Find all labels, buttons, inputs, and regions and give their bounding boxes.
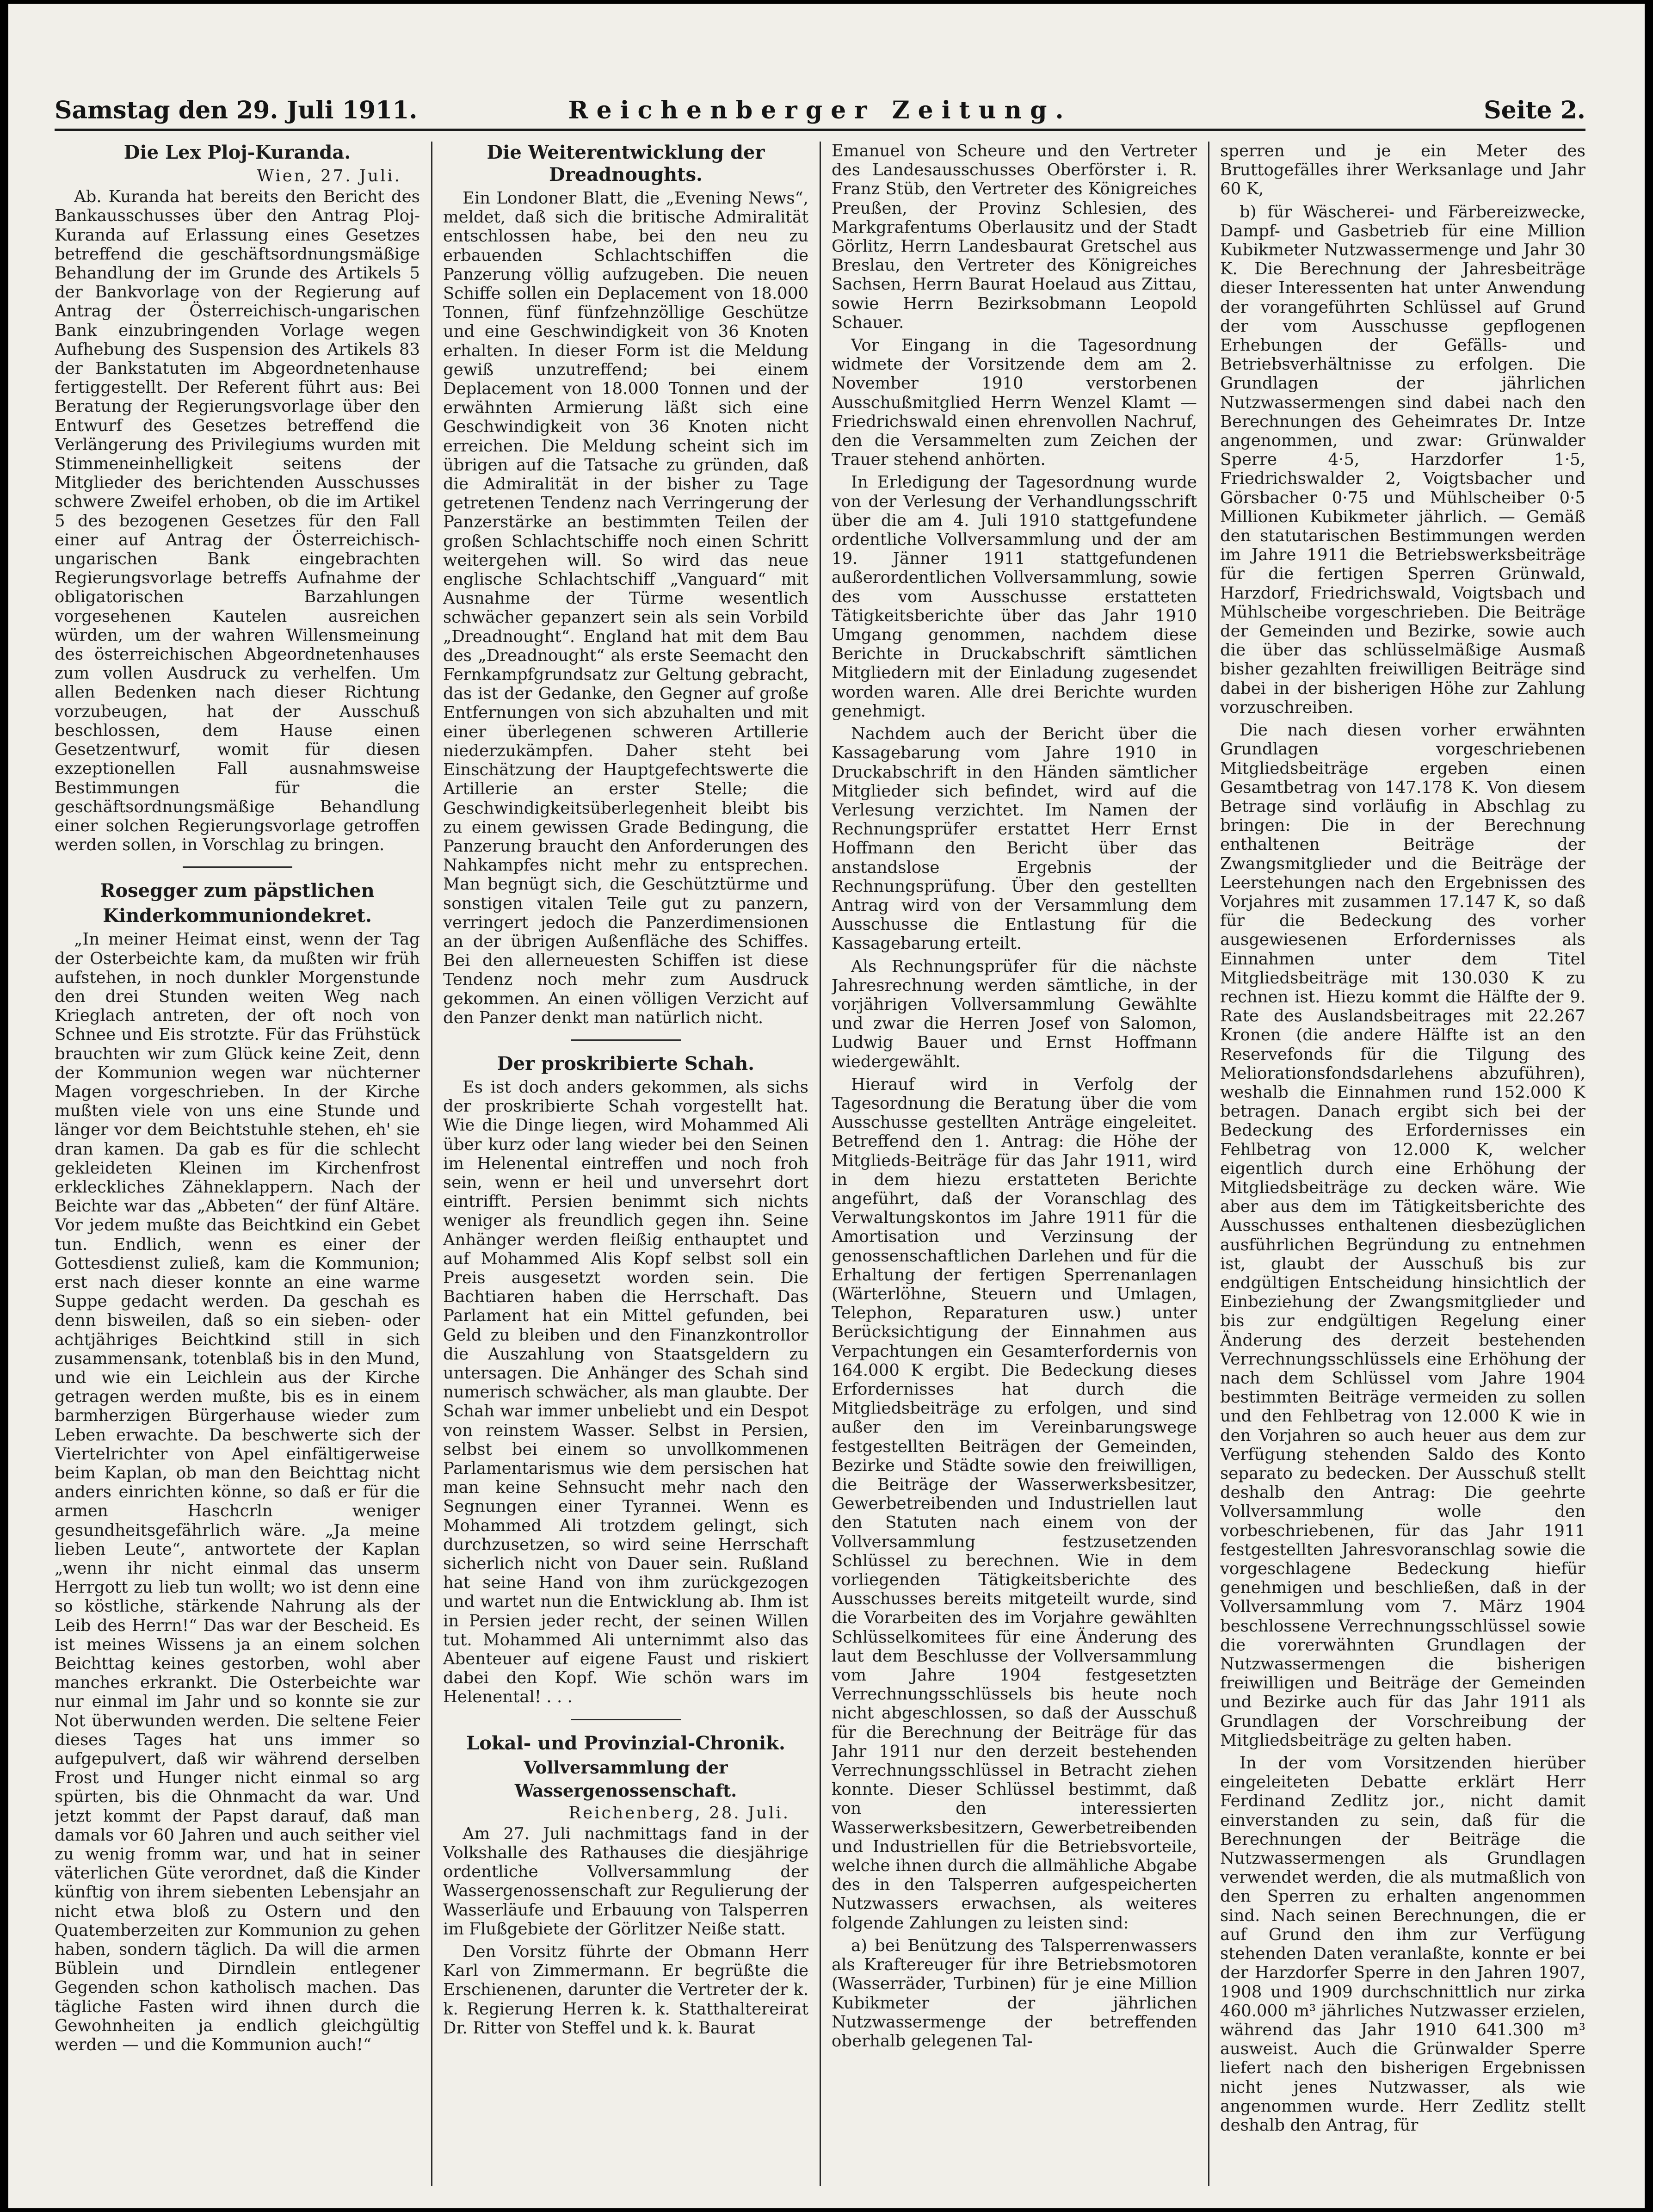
article-title-rosegger-line-2: Kinderkommuniondekret. [103, 905, 372, 927]
article-paragraph: Ein Londoner Blatt, die „Evening News“, meldet, daß sich die britische Admiralität entschlossen habe, bei den neu zu erbauenden Schlachtschiffen die Panzerung völlig aufzugeben. Die neuen Schiffe sollen ein Deplacement von 18.000 Tonnen, fünf fünfzehnzöllige Geschütze und eine Geschwindigkeit von 36 Knoten erhalten. In dieser Form ist die Meldung gewiß unzutreffend; bei einem Deplacement von 18.000 Tonnen und der erwähnten Armierung läßt sich eine Geschwindigkeit von 36 Knoten nicht erreichen. Die Meldung scheint sich im übrigen auf die Tatsache zu gründen, daß die Admiralität in der bisher zu Tage getretenen Tendenz nach Verringerung der Panzerstärke an bestimmten Teilen der großen Schlachtschiffe noch einen Schritt weitergehen will. So wird das neue englische Schlachtschiff „Vanguard“ mit Ausnahme der Türme wesentlich schwächer gepanzert sein als sein Vorbild „Dreadnought“. England hat mit dem Bau des „Dreadnought“ als erste Seemacht den Fernkampfgrundsatz zur Geltung gebracht, das ist der Gedanke, den Gegner auf große Entfernungen von sich abzuhalten und mit einer überlegenen schweren Artillerie niederzukämpfen. Daher steht bei Einschätzung der Hauptgefechtswerte die Artillerie an erster Stelle; die Geschwindigkeitsüberlegenheit bleibt bis zu einem gewissen Grade Bedingung, die Panzerung braucht den Anforderungen des Nahkampfes nicht mehr zu entsprechen. Man begnügt sich, die Geschütztürme und sonstigen vitalen Teile gut zu panzern, verringert jedoch die Panzerdimensionen an der übrigen Außenfläche des Schiffes. Bei den allerneuesten Schiffen ist diese Tendenz noch mehr zum Ausdruck gekommen. An einen völligen Verzicht auf den Panzer denkt man natürlich nicht. [443, 189, 808, 1027]
article-divider [183, 866, 292, 868]
column-4 [1220, 142, 1585, 2186]
column-rule [1208, 142, 1209, 2186]
article-title-lex-ploj-kuranda: Die Lex Ploj-Kuranda. [123, 142, 351, 163]
article-dateline: Wien, 27. Juli. [257, 167, 401, 185]
article-paragraph: Hierauf wird in Verfolg der Tagesordnung die Beratung über die vom Ausschusse gestellten Anträge eingeleitet. Betreffend den 1. Antrag: die Höhe der Mitglieds-Beiträge für das Jahr 1911, wird in dem hiezu erstatteten Berichte angeführt, daß der Voranschlag des Verwaltungskontos im Jahre 1911 für die Amortisation und Verzinsung der genossenschaftlichen Darlehen und für die Erhaltung der fertigen Sperrenanlagen (Wärterlöhne, Steuern und Umlagen, Telephon, Reparaturen usw.) unter Berücksichtigung der Einnahmen aus Verpachtungen ein Gesamterfordernis von 164.000 K ergibt. Die Bedeckung dieses Erfordernisses hat durch die Mitgliedsbeiträge zu erfolgen, und sind außer den im Vereinbarungswege festgestellten Beiträgen der Gemeinden, Bezirke und Städte sowie den freiwilligen, die Beiträge der Wasserwerksbesitzer, Gewerbetreibenden und Industriellen laut den Statuten nach einem von der Vollversammlung festzusetzenden Schlüssel zu berechnen. Wie in dem vorliegenden Tätigkeitsberichte des Ausschusses bereits mitgeteilt wurde, sind die Vorarbeiten des im Vorjahre gewählten Schlüsselkomitees für eine Änderung des laut dem Beschlusse der Vollversammlung vom Jahre 1904 festgesetzten Verrechnungsschlüssels bis heute noch nicht abgeschlossen, so daß der Ausschuß für die Berechnung der Beiträge für das Jahr 1911 nur den derzeit bestehenden Verrechnungsschlüssel in Betracht ziehen konnte. Dieser Schlüssel bestimmt, daß von den interessierten Wasserwerksbesitzern, Gewerbetreibenden und Industriellen für die Betriebsvorteile, welche ihnen durch die allmähliche Abgabe des in den Talsperren aufgespeicherten Nutzwassers erwachsen, als weiteres folgende Zahlungen zu leisten sind: [832, 1075, 1197, 1933]
page-body [55, 73, 1585, 2196]
column-2 [443, 142, 808, 2186]
masthead [55, 87, 1585, 131]
article-paragraph: „In meiner Heimat einst, wenn der Tag der Osterbeichte kam, da mußten wir früh aufstehen, in noch dunkler Morgenstunde den drei Stunden weiten Weg nach Krieglach antreten, der oft noch von Schnee und Eis strotzte. Für das Frühstück brauchten wir zum Glück keine Zeit, denn der Kommunion wegen war nüchterner Magen vorgeschrieben. In der Kirche mußten viele von uns eine Stunde und länger vor dem Beichtstuhle stehen, eh' sie dran kamen. Da gab es für die schlecht gekleideten Kleinen im Kirchenfrost erkleckliches Zähneklappern. Nach der Beichte war das „Abbeten“ der fünf Altäre. Vor jedem mußte das Beichtkind ein Gebet tun. Endlich, wenn es einer der Gottesdienst zuließ, kam die Kommunion; erst nach dieser konnte an eine warme Suppe gedacht werden. Da geschah es denn bisweilen, daß so ein sieben- oder achtjähriges Beichtkind still in sich zusammensank, totenblaß bis in den Mund, und wie ein Leichlein aus der Kirche getragen werden mußte, bis es in einem barmherzigen Bürgerhause wieder zum Leben erwachte. Da beschwerte sich der Viertelrichter von Apel einfältigerweise beim Kaplan, ob man den Beichttag nicht anders einrichten könne, so daß er für die armen Haschcrln weniger gesundheitsgefährlich wäre. „Ja meine lieben Leute“, antwortete der Kaplan „wenn ihr nicht einmal das unserm Herrgott zu lieb tun wollt; wo ist denn eine so köstliche, stärkende Nahrung als der Leib des Herrn!“ Das war der Bescheid. Es ist meines Wissens ja an einem solchen Beichttag keines gestorben, wohl aber manches erkrankt. Die Osterbeichte war nur einmal im Jahr und so konnte sie zur Not überwunden werden. Die seltene Feier dieses Tages hat uns immer so aufgepulvert, daß wir während derselben Frost und Hunger nicht einmal so arg spürten, bis die Ohnmacht da war. Und jetzt kommt der Papst darauf, daß man damals vor 60 Jahren und auch seither viel zu wenig fromm war, und hat in seiner väterlichen Güte verordnet, daß die Kinder künftig von ihrem siebenten Lebensjahr an nicht etwa bloß zu Ostern und den Quatemberzeiten zur Kommunion zu gehen haben, sondern täglich. Da will die armen Büblein und Dirndlein entlegener Gegenden schon katholisch machen. Das tägliche Fasten wird ihnen durch die Gewohnheiten ja endlich gleichgültig werden — und die Kommunion auch!“ [55, 930, 420, 2055]
article-subtitle-line-1: Vollversammlung der [524, 1757, 728, 1778]
article-paragraph: In der vom Vorsitzenden hierüber eingeleiteten Debatte erklärt Herr Ferdinand Zedlitz jor., nicht damit einverstanden zu sein, daß für die Berechnungen der Beiträge die Nutzwassermengen als Grundlagen verwendet werden, die als mutmaßlich von den Sperren zu erhalten angenommen sind. Nach seinen Berechnungen, die er auf Grund den ihm zur Verfügung stehenden Daten veranlaßte, konnte er bei der Harzdorfer Sperre in den Jahren 1907, 1908 und 1909 durchschnittlich nur zirka 460.000 m³ jährliches Nutzwasser erzielen, während das Jahr 1910 641.300 m³ ausweist. Auch die Grünwalder Sperre liefert nach den bisherigen Ergebnissen nicht jenes Nutzwasser, als wie angenommen wurde. Herr Zedlitz stellt deshalb den Antrag, für [1220, 1754, 1585, 2135]
masthead-title: Reichenberger Zeitung. [568, 96, 1072, 124]
article-dateline: Reichenberg, 28. Juli. [568, 1803, 790, 1823]
article-paragraph: Vor Eingang in die Tagesordnung widmete der Vorsitzende dem am 2. November 1910 verstorbenen Ausschußmitglied Herrn Wenzel Klamt — Friedrichswald einen ehrenvollen Nachruf, den die Versammelten zum Zeichen der Trauer stehend anhörten. [832, 336, 1197, 470]
article-subtitle-line-2: Wassergenossenschaft. [514, 1780, 737, 1801]
section-title-lokal-chronik: Lokal- und Provinzial-Chronik. [466, 1732, 785, 1754]
article-paragraph: Emanuel von Scheure und den Vertreter des Landesausschusses Oberförster i. R. Franz Stüb, den Vertreter des Königreiches Preußen, der Provinz Schlesien, des Markgrafentums Oberlausitz und der Stadt Görlitz, Herrn Landesbaurat Gretschel aus Breslau, den Vertreter des Königreiches Sachsen, Herrn Baurat Hoelaud aus Zittau, sowie Herrn Bezirksobmann Leopold Schauer. [832, 142, 1197, 332]
article-paragraph: Den Vorsitz führte der Obmann Herr Karl von Zimmermann. Er begrüßte die Erschienenen, darunter die Vertreter der k. k. Regierung Herren k. k. Statthaltereirat Dr. Ritter von Steffel und k. k. Baurat [443, 1942, 808, 2038]
masthead-page-number: Seite 2. [1484, 96, 1585, 124]
article-paragraph: Als Rechnungsprüfer für die nächste Jahresrechnung werden sämtliche, in der vorjährigen Vollversammlung Gewählte und zwar die Herren Josef von Salomon, Ludwig Bauer und Ernst Hoffmann wiedergewählt. [832, 957, 1197, 1071]
article-paragraph: a) bei Benützung des Talsperrenwassers als Kraftereuger für ihre Betriebsmotoren (Wasserräder, Turbinen) für je eine Million Kubikmeter der jährlichen Nutzwassermenge der betreffenden oberhalb gelegenen Tal- [832, 1936, 1197, 2051]
column-rule [820, 142, 821, 2186]
column-1 [55, 142, 420, 2186]
column-3 [832, 142, 1197, 2186]
article-paragraph: Es ist doch anders gekommen, als sichs der proskribierte Schah vorgestellt hat. Wie die Dinge liegen, wird Mohammed Ali über kurz oder lang wieder bei den Seinen im Helenental eintreffen und noch froh sein, wenn er heil und unversehrt dort eintrifft. Persien benimmt sich nichts weniger als freundlich gegen ihn. Seine Anhänger werden fleißig enthauptet und auf Mohammed Alis Kopf selbst soll ein Preis ausgesetzt worden sein. Die Bachtiaren haben die Herrschaft. Das Parlament hat ein Mittel gefunden, bei Geld zu bleiben und den Finanzkontrollor die Auszahlung von Staatsgeldern zu untersagen. Die Anhänger des Schah sind numerisch schwächer, als man glaubte. Der Schah war immer unbeliebt und ein Despot von reinstem Wasser. Selbst in Persien, selbst bei einem so unvollkommenen Parlamentarismus wie dem persischen hat man keine Sehnsucht mehr nach den Segnungen einer Tyrannei. Wenn es Mohammed Ali trotzdem gelingt, sich durchzusetzen, so wird seine Herrschaft sicherlich nicht von Dauer sein. Rußland hat seine Hand von ihm zurückgezogen und wartet nun die Entwicklung ab. Ihm ist in Persien jeder recht, der seinen Willen tut. Mohammed Ali unternimmt also das Abenteuer auf eigene Faust und riskiert dabei den Kopf. Wie schön wars im Helenental! . . . [443, 1077, 808, 1707]
article-paragraph: Die nach diesen vorher erwähnten Grundlagen vorgeschriebenen Mitgliedsbeiträge ergeben einen Gesamtbetrag von 147.178 K. Von diesem Betrage sind vorläufig in Abschlag zu bringen: Die in der Berechnung enthaltenen Beiträge der Zwangsmitglieder und die Beiträge der Leerstehungen nach den Ergebnissen des Vorjahres mit zusammen 17.147 K, so daß für die Bedeckung des vorher ausgewiesenen Erfordernisses als Einnahmen unter dem Titel Mitgliedsbeiträge mit 130.030 K zu rechnen ist. Hiezu kommt die Hälfte der 9. Rate des Auslandsbeitrages mit 22.267 Kronen (die andere Hälfte ist an den Reservefonds für die Tilgung des Meliorationsfondsdarlehens abzuführen), weshalb die Einnahmen rund 152.000 K betragen. Danach ergibt sich bei der Bedeckung des Erfordernisses ein Fehlbetrag von 12.000 K, welcher eigentlich durch eine Erhöhung der Mitgliedsbeiträge zu decken wäre. Wie aber aus dem im Tätigkeitsberichte des Ausschusses enthaltenen diesbezüglichen ausführlichen Begründung zu entnehmen ist, glaubt der Ausschuß bis zur endgültigen Entscheidung hinsichtlich der Einbeziehung der Zwangsmitglieder und bis zur endgültigen Regelung einer Änderung des derzeit bestehenden Verrechnungsschlüssels eine Erhöhung der nach dem Schlüssel vom Jahre 1904 bestimmten Beiträge vermeiden zu sollen und den Fehlbetrag von 12.000 K wie in den Vorjahren so auch heuer aus dem zur Verfügung stehenden Saldo des Konto separato zu bedecken. Der Ausschuß stellt deshalb den Antrag: Die geehrte Vollversammlung wolle den vorbeschriebenen, für das Jahr 1911 festgestellten Jahresvoranschlag sowie die vorgeschlagene Bedeckung hiefür genehmigen und beschließen, daß in der Vollversammlung vom 7. März 1904 beschlossene Verrechnungsschlüssel sowie die vorerwähnten Grundlagen der Nutzwassermengen die bisherigen freiwilligen und Beiträge der Gemeinden und Bezirke auch für das Jahr 1911 als Grundlagen der Vorschreibung der Mitgliedsbeiträge zu gelten haben. [1220, 721, 1585, 1750]
article-divider [571, 1039, 681, 1041]
article-divider [571, 1719, 681, 1720]
article-paragraph: b) für Wäscherei- und Färbereizwecke, Dampf- und Gasbetrieb für eine Million Kubikmeter Nutzwassermenge und Jahr 30 K. Die Berechnung der Jahresbeiträge dieser Interessenten hat unter Anwendung der vorangeführten Schlüssel auf Grund der vom Ausschusse gepflogenen Erhebungen der Gefälls- und Betriebsverhältnisse zu erfolgen. Die Grundlagen der jährlichen Nutzwassermengen sind dabei nach den Berechnungen des Geheimrates Dr. Intze angenommen, und zwar: Grünwalder Sperre 4·5, Harzdorfer 1·5, Friedrichswalder 2, Voigtsbacher und Görsbacher 0·75 und Mühlscheiber 0·5 Millionen Kubikmeter jährlich. — Gemäß den statutarischen Bestimmungen werden im Jahre 1911 die Betriebswerksbeiträge für die fertigen Sperren Grünwald, Harzdorf, Friedrichswald, Voigtsbach und Mühlscheibe vorgeschrieben. Die Beiträge der Gemeinden und Bezirke, sowie auch die über das schlüsselmäßige Ausmaß bisher gezahlten freiwilligen Beiträge sind dabei in der bisherigen Höhe zur Zahlung vorzuschreiben. [1220, 202, 1585, 717]
article-paragraph: Ab. Kuranda hat bereits den Bericht des Bankausschusses über den Antrag Ploj-Kuranda auf Erlassung eines Gesetzes betreffend die geschäftsordnungsmäßige Behandlung der im Grunde des Artikels 5 der Bankvorlage von der Regierung auf Antrag der Österreichisch-ungarischen Bank einzubringenden Vorlage wegen Aufhebung des Suspension des Artikels 83 der Bankstatuten im Abgeordnetenhause fertiggestellt. Der Referent führt aus: Bei Beratung der Regierungsvorlage über den Entwurf des Gesetzes betreffend die Verlängerung des Privilegiums wurden mit Stimmeneinhelligkeit seitens der Mitglieder des berichtenden Ausschusses schwere Zweifel erhoben, ob die im Artikel 5 des bezogenen Gesetzes für den Fall einer auf Antrag der Österreichisch-ungarischen Bank eingebrachten Regierungsvorlage betreffs Aufnahme der obligatorischen Barzahlungen vorgesehenen Kautelen ausreichen würden, um der wahren Willensmeinung des österreichischen Abgeordnetenhauses zum vollen Ausdruck zu verhelfen. Um allen Bedenken nach dieser Richtung vorzubeugen, hat der Ausschuß beschlossen, dem Hause einen Gesetzentwurf, womit für diesen exzeptionellen Fall ausnahmsweise Bestimmungen für die geschäftsordnungsmäßige Behandlung einer solchen Regierungsvorlage getroffen werden sollen, in Vorschlag zu bringen. [55, 187, 420, 855]
article-paragraph: Nachdem auch der Bericht über die Kassagebarung vom Jahre 1910 in Druckabschrift in den Händen sämtlicher Mitglieder sich befindet, wird auf die Verlesung verzichtet. Im Namen der Rechnungsprüfer erstattet Herr Ernst Hoffmann den Bericht über das anstandslose Ergebnis der Rechnungsprüfung. Über den gestellten Antrag wird von der Versammlung dem Ausschusse die Entlastung für die Kassagebarung erteilt. [832, 724, 1197, 953]
masthead-date: Samstag den 29. Juli 1911. [55, 96, 418, 124]
article-paragraph: In Erledigung der Tagesordnung wurde von der Verlesung der Verhandlungsschrift über die am 4. Juli 1910 stattgefundene ordentliche Vollversammlung und der am 19. Jänner 1911 stattgefundenen außerordentlichen Vollversammlung, sowie des vom Ausschusse erstatteten Tätigkeitsberichte über das Jahr 1910 Umgang genommen, nachdem diese Berichte in Druckabschrift sämtlichen Mitgliedern mit der Einladung zugesendet worden waren. Alle drei Berichte wurden genehmigt. [832, 473, 1197, 721]
article-title-rosegger-line-1: Rosegger zum päpstlichen [100, 880, 375, 902]
column-rule [431, 142, 432, 2186]
article-title-schah: Der proskribierte Schah. [497, 1052, 755, 1075]
article-paragraph: sperren und je ein Meter des Bruttogefälles ihrer Werksanlage und Jahr 60 K, [1220, 142, 1585, 199]
article-paragraph: Am 27. Juli nachmittags fand in der Volkshalle des Rathauses die diesjährige ordentliche Vollversammlung der Wassergenossenschaft zur Regulierung der Wasserläufe und Erbauung von Talsperren im Flußgebiete der Görlitzer Neiße statt. [443, 1824, 808, 1939]
newspaper-page [8, 4, 1645, 2208]
article-title-dreadnoughts: Die Weiterentwicklung der Dreadnoughts. [487, 142, 765, 185]
